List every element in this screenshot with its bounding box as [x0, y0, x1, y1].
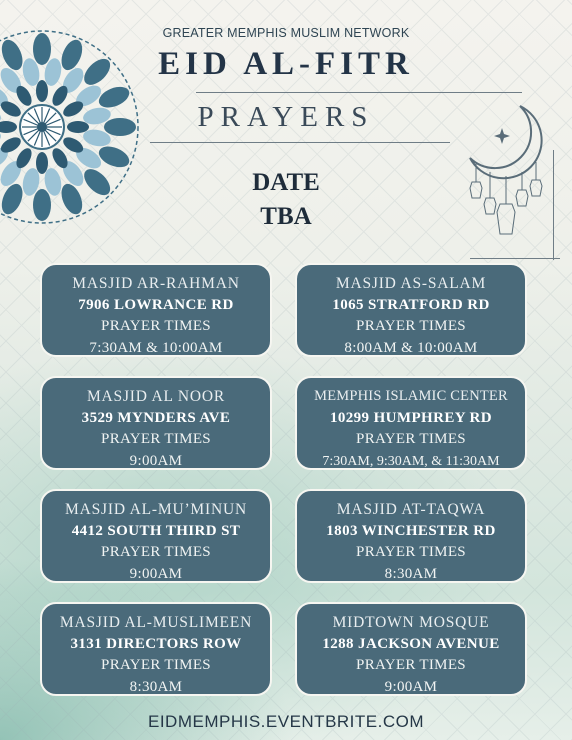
location-card [295, 376, 527, 470]
prayer-times: 9:00AM [384, 678, 438, 695]
masjid-name: MEMPHIS ISLAMIC CENTER [314, 388, 508, 404]
mandala-petal [0, 181, 27, 217]
masjid-address: 1065 STRATFORD RD [332, 296, 490, 313]
divider-bottom [150, 142, 450, 143]
event-link[interactable]: EIDMEMPHIS.EVENTBRITE.COM [147, 712, 425, 731]
masjid-name: MASJID AS-SALAM [335, 275, 487, 292]
location-card [295, 489, 527, 583]
prayer-times-label: PRAYER TIMES [101, 318, 211, 334]
mandala-petal [0, 121, 17, 133]
crescent-moon-lanterns-ornament [462, 98, 554, 246]
masjid-address: 3529 MYNDERS AVE [81, 409, 231, 426]
prayer-times-label: PRAYER TIMES [356, 431, 466, 447]
divider-right [470, 258, 560, 259]
masjid-address: 10299 HUMPHREY RD [329, 409, 493, 426]
event-subtitle: PRAYERS [197, 101, 375, 133]
prayer-times-label: PRAYER TIMES [356, 318, 466, 334]
masjid-name: MASJID AR-RAHMAN [72, 275, 240, 292]
mandala-petal [96, 142, 132, 171]
prayer-times: 7:30AM & 10:00AM [89, 339, 223, 356]
mandala-petal [36, 80, 48, 102]
prayer-times: 9:00AM [129, 452, 183, 469]
masjid-name: MASJID AL NOOR [86, 388, 226, 405]
location-card [40, 263, 272, 357]
prayer-times-label: PRAYER TIMES [101, 657, 211, 673]
prayer-times-label: PRAYER TIMES [356, 657, 466, 673]
masjid-name: MASJID AL-MU’MINUN [65, 501, 247, 518]
mandala-petal [79, 164, 114, 199]
prayer-times-label: PRAYER TIMES [356, 544, 466, 560]
mandala-petal [67, 121, 89, 133]
mandala-petal [36, 152, 48, 174]
location-card [295, 602, 527, 696]
masjid-name: MIDTOWN MOSQUE [332, 614, 490, 631]
prayer-times: 8:30AM [129, 678, 183, 695]
masjid-address: 7906 LOWRANCE RD [78, 296, 234, 313]
masjid-address: 1803 WINCHESTER RD [326, 522, 496, 539]
date-value: TBA [260, 203, 312, 230]
prayer-times: 8:30AM [384, 565, 438, 582]
prayer-times: 8:00AM & 10:00AM [344, 339, 478, 356]
masjid-name: MASJID AL-MUSLIMEEN [59, 614, 253, 631]
divider-vertical [553, 150, 554, 260]
prayer-times: 9:00AM [129, 565, 183, 582]
masjid-address: 3131 DIRECTORS ROW [70, 635, 242, 652]
organization-name: GREATER MEMPHIS MUSLIM NETWORK [162, 26, 410, 40]
prayer-times-label: PRAYER TIMES [101, 544, 211, 560]
prayer-times: 7:30AM, 9:30AM, & 11:30AM [322, 453, 500, 469]
masjid-address: 4412 SOUTH THIRD ST [71, 522, 241, 539]
mandala-petal [33, 189, 51, 221]
event-date [232, 166, 340, 234]
location-card [40, 376, 272, 470]
prayer-times-label: PRAYER TIMES [101, 431, 211, 447]
date-label: DATE [252, 169, 320, 196]
location-card [40, 602, 272, 696]
location-card [40, 489, 272, 583]
event-title: EID AL-FITR [158, 46, 414, 82]
divider-top [196, 92, 522, 93]
location-card [295, 263, 527, 357]
masjid-name: MASJID AT-TAQWA [336, 501, 486, 518]
mandala-petal [57, 181, 86, 217]
masjid-address: 1288 JACKSON AVENUE [322, 635, 500, 652]
